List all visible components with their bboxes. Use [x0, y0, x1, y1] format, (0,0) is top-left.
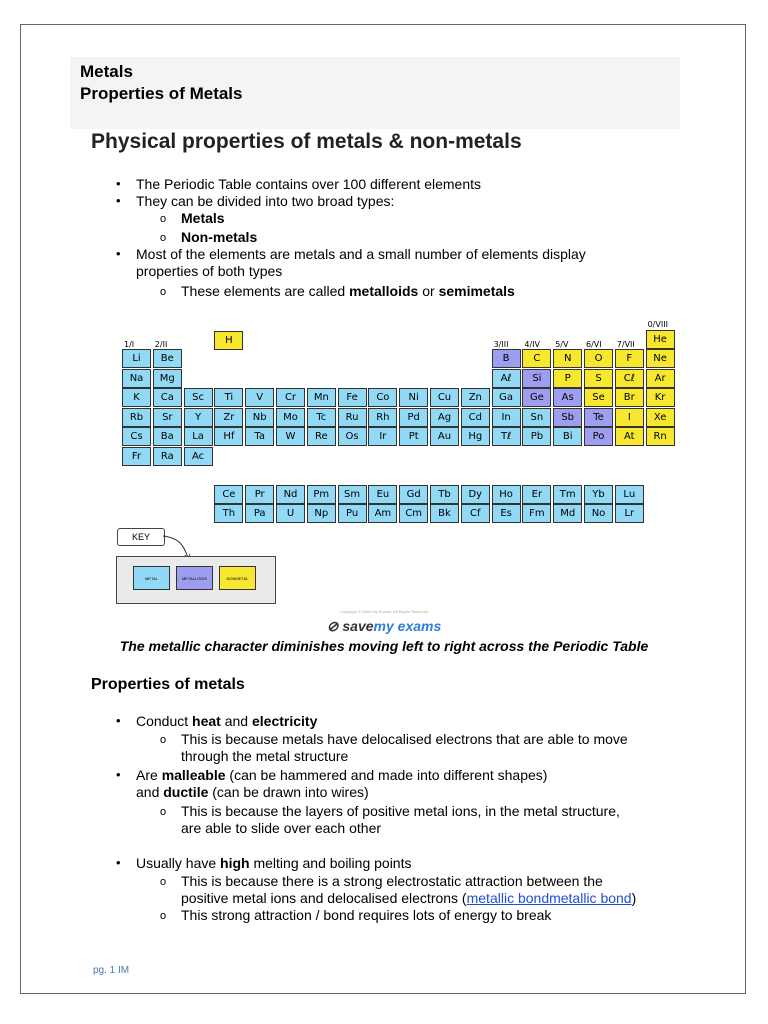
intro-bullet-3b: properties of both types: [136, 263, 283, 279]
prop-melting-reason-3: This strong attraction / bond requires lots of energy to break: [181, 907, 552, 923]
element-P: P: [553, 369, 582, 388]
element-W: W: [276, 427, 305, 446]
element-Sb: Sb: [553, 408, 582, 427]
header-subject: Metals: [80, 62, 133, 81]
element-Nb: Nb: [245, 408, 274, 427]
sub-bullet: o: [160, 286, 167, 298]
element-Cℓ: Cℓ: [615, 369, 644, 388]
element-Tc: Tc: [307, 408, 336, 427]
element-Ti: Ti: [214, 388, 243, 407]
element-B: B: [492, 349, 521, 368]
figure-caption: The metallic character diminishes moving left to right across the Periodic Table: [119, 638, 649, 654]
element-Aℓ: Aℓ: [492, 369, 521, 388]
element-Mg: Mg: [153, 369, 182, 388]
element-Zr: Zr: [214, 408, 243, 427]
group-label: 7/VII: [616, 340, 635, 349]
element-Ne: Ne: [646, 349, 675, 368]
element-Ba: Ba: [153, 427, 182, 446]
intro-bullet-1: The Periodic Table contains over 100 different elements: [136, 176, 482, 192]
element-Sn: Sn: [522, 408, 551, 427]
element-Bk: Bk: [430, 504, 459, 523]
element-F: F: [615, 349, 644, 368]
element-Rb: Rb: [122, 408, 151, 427]
element-Mo: Mo: [276, 408, 305, 427]
element-Tℓ: Tℓ: [492, 427, 521, 446]
element-At: At: [615, 427, 644, 446]
sub-bullet: o: [160, 876, 167, 888]
element-Sr: Sr: [153, 408, 182, 427]
intro-sub-metalloids: These elements are called metalloids or semimetals: [181, 283, 515, 299]
element-Nd: Nd: [276, 485, 305, 504]
element-Cf: Cf: [461, 504, 490, 523]
intro-sub-metals: Metals: [181, 210, 225, 226]
element-Na: Na: [122, 369, 151, 388]
prop-conduct-reason-2: through the metal structure: [181, 748, 349, 764]
group-label: 6/VI: [586, 340, 602, 349]
element-Sm: Sm: [338, 485, 367, 504]
element-Os: Os: [338, 427, 367, 446]
element-Ir: Ir: [368, 427, 397, 446]
element-Lu: Lu: [615, 485, 644, 504]
group-label: 1/I: [124, 340, 135, 349]
element-S: S: [584, 369, 613, 388]
bullet: •: [116, 767, 121, 782]
element-Pu: Pu: [338, 504, 367, 523]
element-Pr: Pr: [245, 485, 274, 504]
key-metalloid-swatch: METALLOIDS: [176, 566, 213, 590]
bullet: •: [116, 246, 121, 261]
element-Ga: Ga: [492, 388, 521, 407]
element-Hf: Hf: [214, 427, 243, 446]
prop-ductile: and ductile (can be drawn into wires): [136, 784, 369, 800]
element-Er: Er: [522, 485, 551, 504]
prop-malleable-reason-1: This is because the layers of positive metal ions, in the metal structure,: [181, 803, 620, 819]
copyright-text: Copyright © Save My Exams. All Rights Reserved: [339, 609, 429, 614]
prop-melting: Usually have high melting and boiling points: [136, 855, 412, 871]
element-Ta: Ta: [245, 427, 274, 446]
element-Mn: Mn: [307, 388, 336, 407]
element-U: U: [276, 504, 305, 523]
header-topic: Properties of Metals: [80, 84, 243, 103]
element-Fr: Fr: [122, 447, 151, 466]
savemyexams-logo: ⊘ savemy exams: [326, 618, 442, 634]
element-Hg: Hg: [461, 427, 490, 446]
sub-bullet: o: [160, 213, 167, 225]
element-O: O: [584, 349, 613, 368]
element-Rh: Rh: [368, 408, 397, 427]
element-Re: Re: [307, 427, 336, 446]
bullet: •: [116, 855, 121, 870]
element-Be: Be: [153, 349, 182, 368]
element-Au: Au: [430, 427, 459, 446]
element-Pt: Pt: [399, 427, 428, 446]
prop-malleable: Are malleable (can be hammered and made into different shapes): [136, 767, 548, 783]
element-Ho: Ho: [492, 485, 521, 504]
group-label: 3/III: [493, 340, 509, 349]
element-Pm: Pm: [307, 485, 336, 504]
element-Ca: Ca: [153, 388, 182, 407]
element-Ag: Ag: [430, 408, 459, 427]
element-Pd: Pd: [399, 408, 428, 427]
bullet: •: [116, 193, 121, 208]
element-Fm: Fm: [522, 504, 551, 523]
element-Pa: Pa: [245, 504, 274, 523]
element-Xe: Xe: [646, 408, 675, 427]
element-Cu: Cu: [430, 388, 459, 407]
element-Ar: Ar: [646, 369, 675, 388]
section-heading: Properties of metals: [91, 676, 245, 693]
element-N: N: [553, 349, 582, 368]
element-Np: Np: [307, 504, 336, 523]
element-Pb: Pb: [522, 427, 551, 446]
element-Lr: Lr: [615, 504, 644, 523]
element-Am: Am: [368, 504, 397, 523]
element-I: I: [615, 408, 644, 427]
element-Cm: Cm: [399, 504, 428, 523]
element-Se: Se: [584, 388, 613, 407]
element-He: He: [646, 330, 675, 349]
element-La: La: [184, 427, 213, 446]
element-Zn: Zn: [461, 388, 490, 407]
element-Ce: Ce: [214, 485, 243, 504]
sub-bullet: o: [160, 232, 167, 244]
element-Th: Th: [214, 504, 243, 523]
element-Bi: Bi: [553, 427, 582, 446]
element-No: No: [584, 504, 613, 523]
element-In: In: [492, 408, 521, 427]
element-Tm: Tm: [553, 485, 582, 504]
element-Gd: Gd: [399, 485, 428, 504]
prop-malleable-reason-2: are able to slide over each other: [181, 820, 382, 836]
element-Ac: Ac: [184, 447, 213, 466]
sub-bullet: o: [160, 734, 167, 746]
element-Sc: Sc: [184, 388, 213, 407]
element-C: C: [522, 349, 551, 368]
page-footer: pg. 1 IM: [93, 965, 130, 976]
prop-melting-reason-1: This is because there is a strong electrostatic attraction between the: [181, 873, 603, 889]
element-Ru: Ru: [338, 408, 367, 427]
group-label: 0/VIII: [647, 320, 668, 329]
element-Dy: Dy: [461, 485, 490, 504]
element-K: K: [122, 388, 151, 407]
element-V: V: [245, 388, 274, 407]
group-label: 4/IV: [524, 340, 541, 349]
element-Ge: Ge: [522, 388, 551, 407]
element-Te: Te: [584, 408, 613, 427]
bullet: •: [116, 713, 121, 728]
element-Y: Y: [184, 408, 213, 427]
sub-bullet: o: [160, 910, 167, 922]
sub-bullet: o: [160, 806, 167, 818]
element-As: As: [553, 388, 582, 407]
intro-bullet-2: They can be divided into two broad types:: [136, 193, 395, 209]
bullet: •: [116, 176, 121, 191]
intro-sub-nonmetals: Non-metals: [181, 229, 258, 245]
key-nonmetal-swatch: NONMETAL: [219, 566, 256, 590]
element-Yb: Yb: [584, 485, 613, 504]
element-Cs: Cs: [122, 427, 151, 446]
element-Si: Si: [522, 369, 551, 388]
element-Fe: Fe: [338, 388, 367, 407]
element-Rn: Rn: [646, 427, 675, 446]
element-Md: Md: [553, 504, 582, 523]
element-Kr: Kr: [646, 388, 675, 407]
element-Cd: Cd: [461, 408, 490, 427]
prop-conduct-reason-1: This is because metals have delocalised electrons that are able to move: [181, 731, 628, 747]
element-Li: Li: [122, 349, 151, 368]
element-Eu: Eu: [368, 485, 397, 504]
element-Ra: Ra: [153, 447, 182, 466]
element-Br: Br: [615, 388, 644, 407]
prop-melting-reason-2: positive metal ions and delocalised electrons (metallic bondmetallic bond): [181, 890, 637, 906]
element-Cr: Cr: [276, 388, 305, 407]
group-label: 5/V: [555, 340, 569, 349]
page-title: Physical properties of metals & non-metals: [91, 130, 522, 153]
element-Co: Co: [368, 388, 397, 407]
intro-bullet-3a: Most of the elements are metals and a small number of elements display: [136, 246, 586, 262]
key-metal-swatch: METAL: [133, 566, 170, 590]
element-H: H: [214, 331, 243, 350]
prop-conduct: Conduct heat and electricity: [136, 713, 318, 729]
element-Po: Po: [584, 427, 613, 446]
element-Tb: Tb: [430, 485, 459, 504]
element-Es: Es: [492, 504, 521, 523]
group-label: 2/II: [154, 340, 168, 349]
element-Ni: Ni: [399, 388, 428, 407]
metallic-bond-link[interactable]: metallic bondmetallic bond: [466, 890, 632, 906]
key-label: KEY: [117, 528, 165, 546]
